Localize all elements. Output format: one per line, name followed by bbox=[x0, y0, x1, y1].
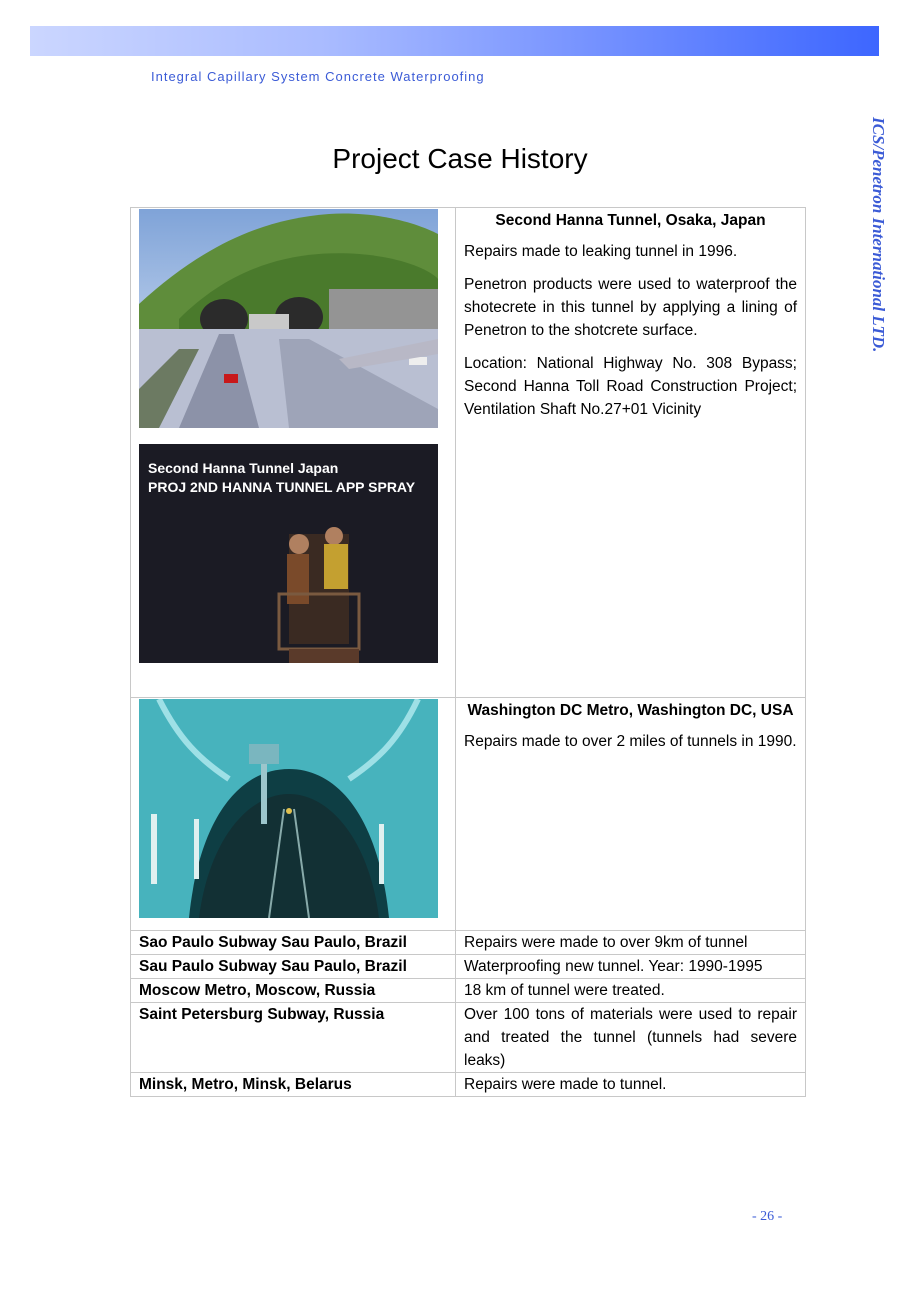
header-subtitle: Integral Capillary System Concrete Waterproofing bbox=[151, 69, 485, 84]
case-description-cell bbox=[456, 698, 806, 931]
case-detail-cell: Repairs were made to tunnel. bbox=[456, 1073, 806, 1097]
case-name-cell: Minsk, Metro, Minsk, Belarus bbox=[131, 1073, 456, 1097]
case-detail-cell: Over 100 tons of materials were used to repair and treated the tunnel (tunnels had severe leaks) bbox=[456, 1003, 806, 1073]
case-detail-cell: Waterproofing new tunnel. Year: 1990-1995 bbox=[456, 955, 806, 979]
case-history-table bbox=[130, 207, 806, 1097]
table-row bbox=[131, 931, 806, 955]
case-detail-cell: 18 km of tunnel were treated. bbox=[456, 979, 806, 1003]
case-title: Second Hanna Tunnel, Osaka, Japan bbox=[495, 212, 766, 229]
page-title: Project Case History bbox=[332, 143, 588, 174]
case-description-cell bbox=[456, 208, 806, 698]
photo-overlay-line1: Second Hanna Tunnel Japan bbox=[148, 460, 339, 476]
case-title: Washington DC Metro, Washington DC, USA bbox=[467, 702, 794, 719]
case-paragraph: Penetron products were used to waterproof the shotecrete in this tunnel by applying a lining of Penetron to the shotcrete surface. bbox=[464, 276, 797, 339]
case-name-cell: Sau Paulo Subway Sau Paulo, Brazil bbox=[131, 955, 456, 979]
table-row bbox=[131, 955, 806, 979]
case-images-cell bbox=[131, 208, 456, 698]
case-images-cell bbox=[131, 698, 456, 931]
table-row bbox=[131, 979, 806, 1003]
case-row-featured bbox=[131, 698, 806, 931]
case-row-featured bbox=[131, 208, 806, 698]
case-name-cell: Moscow Metro, Moscow, Russia bbox=[131, 979, 456, 1003]
page-number: - 26 - bbox=[752, 1209, 783, 1224]
case-detail-cell: Repairs were made to over 9km of tunnel bbox=[456, 931, 806, 955]
highway-tunnel-photo bbox=[139, 209, 438, 428]
header-color-band bbox=[30, 26, 879, 56]
case-paragraph: Location: National Highway No. 308 Bypass; Second Hanna Toll Road Construction Project; Ventilation Shaft No.27+01 Vicinity bbox=[464, 355, 797, 418]
photo-overlay-line2: PROJ 2ND HANNA TUNNEL APP SPRAY bbox=[148, 479, 416, 495]
metro-tunnel-photo bbox=[139, 699, 438, 918]
case-paragraph: Repairs made to leaking tunnel in 1996. bbox=[464, 243, 738, 260]
case-paragraph: Repairs made to over 2 miles of tunnels in 1990. bbox=[464, 733, 797, 750]
table-row bbox=[131, 1073, 806, 1097]
case-name-cell: Saint Petersburg Subway, Russia bbox=[131, 1003, 456, 1073]
table-row bbox=[131, 1003, 806, 1073]
side-brand-text: ICS/Penetron International LTD. bbox=[869, 117, 888, 353]
case-name-cell: Sao Paulo Subway Sau Paulo, Brazil bbox=[131, 931, 456, 955]
tunnel-spray-photo bbox=[139, 444, 438, 663]
